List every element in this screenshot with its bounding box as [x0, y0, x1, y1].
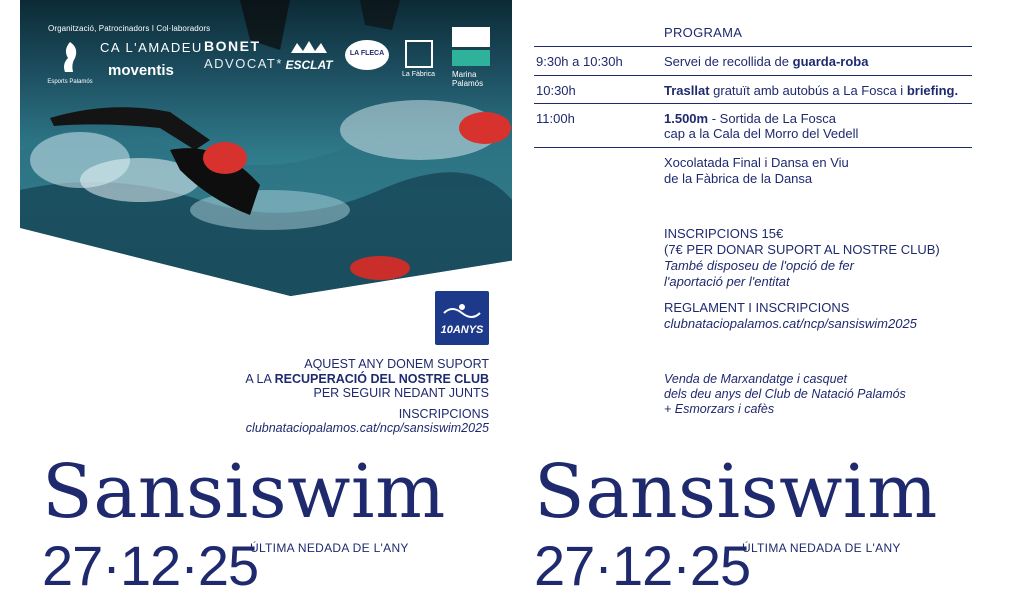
merch-line-3: + Esmorzars i cafès: [664, 402, 775, 416]
program-desc: [664, 54, 974, 69]
moventis-logo: moventis: [108, 62, 174, 79]
support-line-1: AQUEST ANY DONEM SUPORT: [304, 357, 489, 371]
program-desc: [664, 111, 974, 141]
rules-and-registration: [664, 300, 917, 332]
rules-link[interactable]: clubnataciopalamos.cat/ncp/sansiswim2025: [664, 316, 917, 331]
esclat-label: ESCLAT: [285, 58, 333, 72]
marina-palamos-label: Marina Palamós: [452, 70, 484, 88]
la-fabrica-logo: [402, 40, 435, 78]
esports-palamos-label: Esports Palamós: [47, 79, 93, 85]
merch-line-1: Venda de Marxandatge i casquet: [664, 372, 847, 386]
program-desc-bold: 1.500m: [664, 111, 709, 126]
support-line-2-strong: RECUPERACIÓ DEL NOSTRE CLUB: [274, 371, 489, 386]
program-desc-bold: guarda-roba: [792, 54, 869, 69]
event-name-right: Sansiswim: [534, 449, 938, 535]
program-desc-bold: Trasllat: [664, 83, 710, 98]
program-time: 11:00h: [536, 111, 575, 126]
esclat-logo: [284, 40, 334, 72]
la-fabrica-label: La Fàbrica: [402, 71, 436, 78]
program-row: [534, 76, 972, 104]
wave-icon: [442, 301, 482, 319]
merchandise-info: [664, 372, 906, 417]
registration-fees: [664, 226, 940, 290]
program-desc: [664, 83, 974, 98]
bonet-logo: BONET: [204, 38, 261, 54]
closing-line-2: de la Fàbrica de la Dansa: [664, 171, 813, 186]
program-desc-text: Servei de recollida de: [664, 54, 793, 69]
event-tagline-right: ÚLTIMA NEDADA DE L'ANY: [742, 541, 901, 555]
event-date-right: 27·12·25: [534, 534, 751, 597]
support-line-2: [199, 372, 489, 387]
support-line-4: INSCRIPCIONS: [398, 406, 489, 421]
marina-mark-teal: [452, 50, 490, 66]
sponsors-title: Organització, Patrocinadors I Col·laboradors: [48, 24, 211, 33]
program-desc-text: cap a la Cala del Morro del Vedell: [664, 126, 859, 141]
advocat-logo: ADVOCAT*: [204, 56, 283, 71]
closing-line-1: Xocolatada Final i Dansa en Viu: [664, 155, 849, 170]
esports-palamos-logo: [46, 40, 94, 86]
support-message: [199, 357, 489, 436]
program-row: [534, 104, 972, 148]
ca-lamadeu-logo: CA L'AMADEU: [100, 40, 203, 55]
merch-line-2: dels deu anys del Club de Natació Palamós: [664, 387, 906, 401]
esclat-burst-icon: [289, 41, 329, 53]
la-fleca-label: LA FLECA: [349, 50, 385, 57]
club-anniversary-badge: [435, 291, 489, 345]
fee-note-2: l'aportació per l'entitat: [664, 274, 790, 289]
program-desc-text: gratuït amb autobús a La Fosca i: [709, 83, 907, 98]
la-fabrica-mark: [405, 40, 433, 68]
event-date-left: 27·12·25: [42, 534, 259, 597]
support-registration-link[interactable]: clubnataciopalamos.cat/ncp/sansiswim2025: [245, 421, 489, 435]
event-tagline-left: ÚLTIMA NEDADA DE L'ANY: [250, 541, 409, 555]
la-fleca-logo: [345, 40, 389, 70]
program-time: 9:30h a 10:30h: [536, 54, 623, 69]
program-time: 10:30h: [536, 83, 576, 98]
program-title: PROGRAMA: [664, 25, 743, 40]
fee-line-2: (7€ PER DONAR SUPORT AL NOSTRE CLUB): [664, 242, 940, 257]
support-line-3: PER SEGUIR NEDANT JUNTS: [313, 386, 489, 400]
support-line-2-prefix: A LA: [245, 371, 275, 386]
program-closing: [664, 155, 849, 187]
marina-palamos-logo: [452, 27, 490, 88]
rules-title: REGLAMENT I INSCRIPCIONS: [664, 300, 850, 315]
fee-note-1: També disposeu de l'opció de fer: [664, 258, 854, 273]
badge-label: 10ANYS: [440, 323, 484, 336]
program-desc-text: - Sortida de La Fosca: [708, 111, 836, 126]
program-row: [534, 47, 972, 76]
program-desc-bold: briefing.: [906, 83, 959, 98]
marina-mark-white: [452, 27, 490, 47]
esports-palamos-icon: [59, 40, 81, 74]
event-name-left: Sansiswim: [42, 449, 446, 535]
fee-line-1: INSCRIPCIONS 15€: [664, 226, 784, 241]
